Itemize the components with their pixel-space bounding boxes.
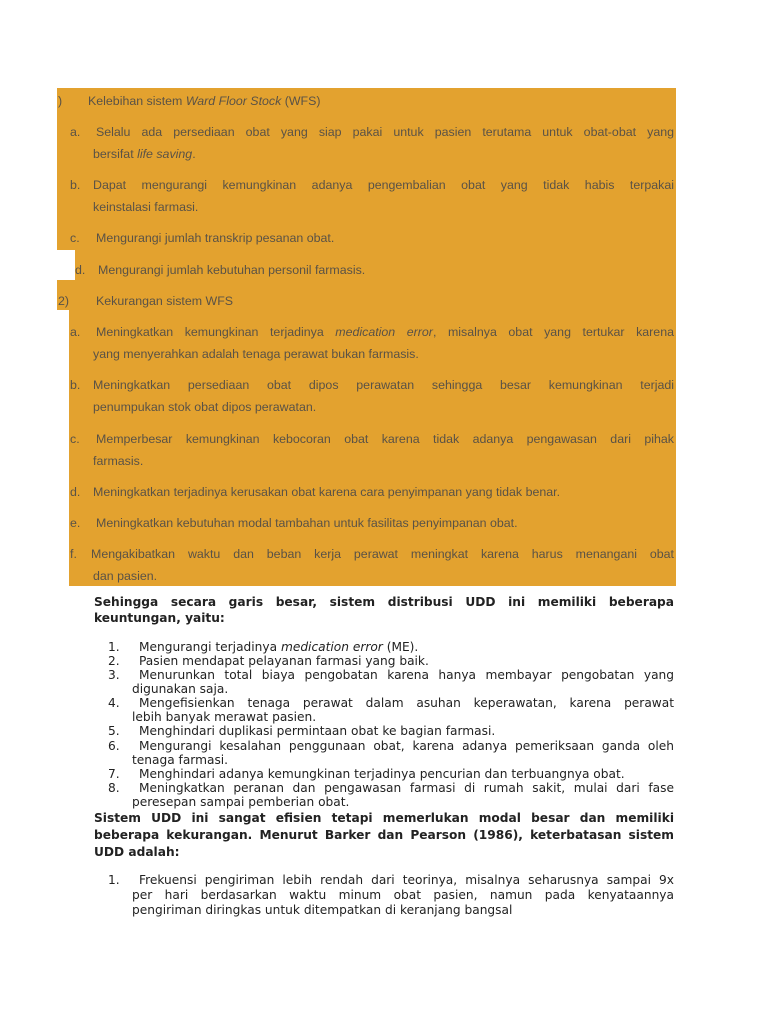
benefit-number: 1.: [108, 640, 120, 654]
list-item-marker: e.: [70, 516, 81, 530]
benefit-text: digunakan saja.: [132, 682, 229, 696]
section2-number: 2): [58, 294, 70, 308]
benefit-number: 7.: [108, 767, 120, 781]
benefit-text: tenaga farmasi.: [132, 753, 229, 767]
list-item-text: Memperbesar kemungkinan kebocoran obat karena tidak adanya pengawasan dari pihak: [96, 432, 674, 446]
udd-limits-intro-line: beberapa kekurangan. Menurut Barker dan Pearson (1986), keterbatasan sistem: [94, 828, 674, 842]
list-item-marker: b.: [70, 178, 81, 192]
list-item-marker: d.: [75, 263, 86, 277]
section1-number: ): [58, 94, 63, 108]
section2-title: Kekurangan sistem WFS: [96, 294, 234, 308]
list-item-marker: b.: [70, 378, 81, 392]
limit-number: 1.: [108, 873, 120, 887]
benefit-text: lebih banyak merawat pasien.: [132, 710, 317, 724]
benefit-number: 2.: [108, 654, 120, 668]
list-item-marker: c.: [70, 231, 80, 245]
benefit-text: Meningkatkan peranan dan pengawasan farmasi di rumah sakit, mulai dari fase: [139, 781, 674, 795]
list-item-marker: f.: [70, 547, 77, 561]
udd-limits-intro-line: UDD adalah:: [94, 845, 180, 859]
benefit-text: Menghindari duplikasi permintaan obat ke bagian farmasi.: [139, 724, 496, 738]
udd-intro-line: keuntungan, yaitu:: [94, 611, 225, 625]
list-item-text: Mengurangi jumlah transkrip pesanan obat.: [96, 231, 335, 245]
benefit-number: 5.: [108, 724, 120, 738]
list-item-text: Mengakibatkan waktu dan beban kerja perawat meningkat karena harus menangani obat: [91, 547, 674, 561]
list-item-text: yang menyerahkan adalah tenaga perawat bukan farmasis.: [93, 347, 419, 361]
list-item-text: Dapat mengurangi kemungkinan adanya pengembalian obat yang tidak habis terpakai: [93, 178, 674, 192]
limit-text: per hari berdasarkan waktu minum obat pasien, namun pada kenyataannya: [132, 888, 674, 902]
list-item-text: Meningkatkan kemungkinan terjadinya medication error, misalnya obat yang tertukar karena: [96, 325, 674, 339]
list-item-text: penumpukan stok obat dipos perawatan.: [93, 400, 317, 414]
limit-text: Frekuensi pengiriman lebih rendah dari teorinya, misalnya seharusnya sampai 9x: [139, 873, 674, 887]
list-item-text: Selalu ada persediaan obat yang siap pakai untuk pasien terutama untuk obat-obat yang: [96, 125, 674, 139]
list-item-marker: a.: [70, 325, 81, 339]
benefit-text: Mengefisienkan tenaga perawat dalam asuhan keperawatan, karena perawat: [139, 696, 674, 710]
benefit-text: Menghindari adanya kemungkinan terjadinya pencurian dan terbuangnya obat.: [139, 767, 625, 781]
list-item-marker: a.: [70, 125, 81, 139]
list-item-text: Meningkatkan kebutuhan modal tambahan untuk fasilitas penyimpanan obat.: [96, 516, 518, 530]
benefit-number: 6.: [108, 739, 120, 753]
list-item-text: Meningkatkan terjadinya kerusakan obat karena cara penyimpanan yang tidak benar.: [93, 485, 561, 499]
udd-intro-line: Sehingga secara garis besar, sistem distribusi UDD ini memiliki beberapa: [94, 595, 674, 609]
list-item-text: Meningkatkan persediaan obat dipos perawatan sehingga besar kemungkinan terjadi: [93, 378, 674, 392]
list-item-marker: c.: [70, 432, 80, 446]
list-item-marker: d.: [70, 485, 81, 499]
benefit-text: Pasien mendapat pelayanan farmasi yang baik.: [139, 654, 429, 668]
benefit-number: 3.: [108, 668, 120, 682]
benefit-text: peresepan sampai pemberian obat.: [132, 795, 350, 809]
list-item-text: farmasis.: [93, 454, 144, 468]
highlight-band-top: [57, 88, 676, 250]
benefit-text: Mengurangi terjadinya medication error (ME).: [139, 640, 419, 654]
benefit-number: 4.: [108, 696, 120, 710]
list-item-text: bersifat life saving.: [93, 147, 196, 161]
list-item-text: Mengurangi jumlah kebutuhan personil farmasis.: [98, 263, 366, 277]
limit-text: pengiriman diringkas untuk ditempatkan di keranjang bangsal: [132, 903, 513, 917]
list-item-text: dan pasien.: [93, 569, 158, 583]
section1-title: Kelebihan sistem Ward Floor Stock (WFS): [88, 94, 321, 108]
udd-limits-intro-line: Sistem UDD ini sangat efisien tetapi memerlukan modal besar dan memiliki: [94, 811, 674, 825]
benefit-text: Menurunkan total biaya pengobatan karena hanya membayar pengobatan yang: [139, 668, 674, 682]
list-item-text: keinstalasi farmasi.: [93, 200, 199, 214]
benefit-number: 8.: [108, 781, 120, 795]
benefit-text: Mengurangi kesalahan penggunaan obat, karena adanya pemeriksaan ganda oleh: [139, 739, 674, 753]
